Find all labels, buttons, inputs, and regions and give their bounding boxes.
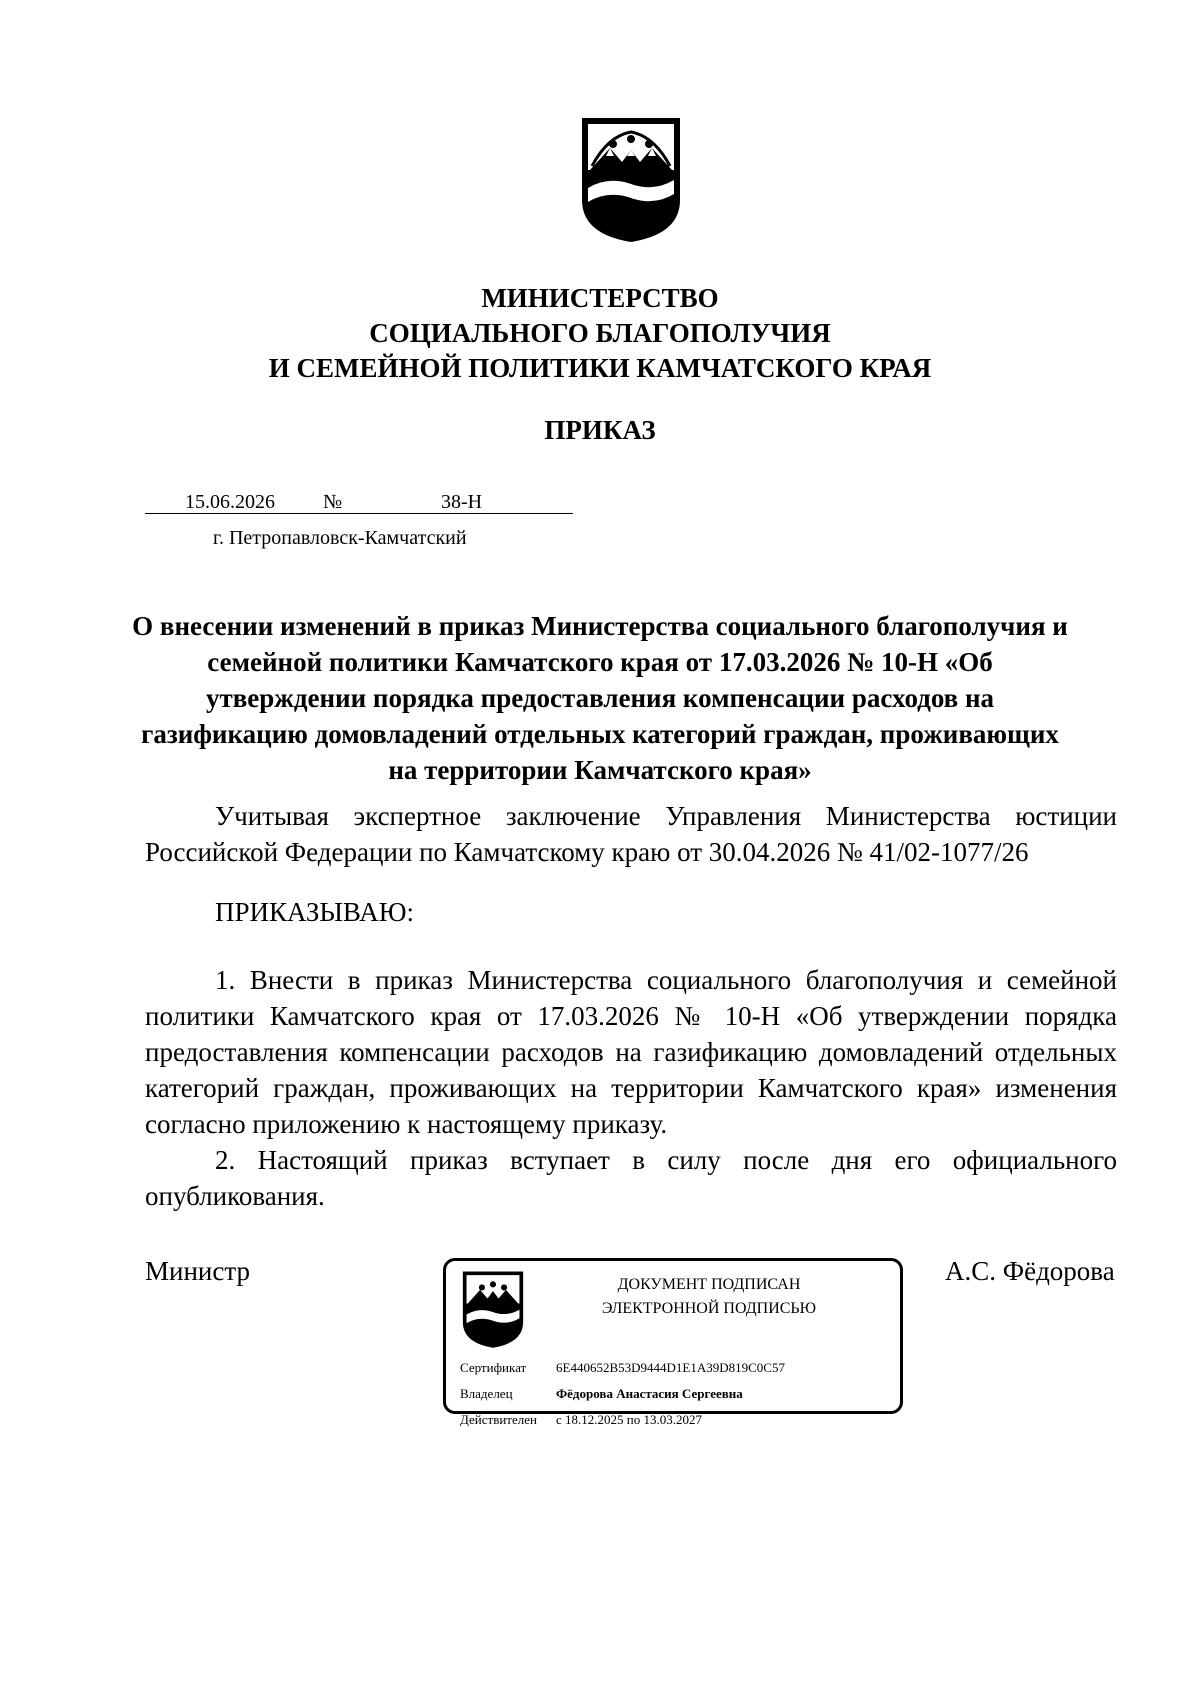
certificate-row: [460, 1355, 785, 1381]
point-1: 1. Внести в приказ Министерства социального благополучия и семейной политики Камчатского края от 17.03.2026 № 10-Н «Об утверждении порядка предоставления компенсации расходов на газификацию домовладений отдельных категорий граждан, проживающих на территории Камчатского края» изменения согласно приложению к настоящему приказу.: [145, 965, 1117, 1139]
order-date: 15.06.2026: [185, 491, 275, 513]
kamchatka-coat-of-arms-icon: [578, 114, 684, 244]
validity-label: Действителен: [460, 1412, 537, 1427]
stamp-line-1: ДОКУМЕНТ ПОДПИСАН: [617, 1276, 801, 1293]
signer-name: А.С. Фёдорова: [945, 1256, 1115, 1286]
order-points: [145, 962, 1117, 1214]
certificate-value: 6E440652B53D9444D1E1A39D819C0C57: [556, 1360, 785, 1375]
validity-row: [460, 1407, 785, 1433]
ministry-line-1: МИНИСТЕРСТВО: [481, 283, 719, 313]
stamp-line-2: ЭЛЕКТРОННОЙ ПОДПИСЬЮ: [601, 1300, 817, 1317]
ministry-name: [0, 281, 1200, 386]
stamp-heading: [446, 1273, 906, 1321]
certificate-label: Сертификат: [460, 1360, 527, 1375]
validity-value: с 18.12.2025 по 13.03.2027: [556, 1412, 702, 1427]
owner-value: Фёдорова Анастасия Сергеевна: [556, 1386, 743, 1401]
decree-word: ПРИКАЗЫВАЮ:: [215, 897, 414, 927]
preamble-text: Учитывая экспертное заключение Управления Министерства юстиции Российской Федерации по Камчатскому краю от 30.04.2026 № 41/02-1077/26: [145, 801, 1117, 867]
electronic-signature-stamp: [443, 1258, 903, 1427]
owner-row: [460, 1381, 785, 1407]
order-number: 38-Н: [441, 491, 483, 513]
order-date-number-line: [145, 491, 573, 517]
ministry-line-2: СОЦИАЛЬНОГО БЛАГОПОЛУЧИЯ: [369, 318, 831, 348]
preamble: [145, 798, 1117, 870]
ministry-line-3: И СЕМЕЙНОЙ ПОЛИТИКИ КАМЧАТСКОГО КРАЯ: [268, 353, 932, 383]
order-subject: О внесении изменений в приказ Министерства социального благополучия и семейной политики Камчатского края от 17.03.2026 № 10-Н «Об утверждении порядка предоставления компенсации расходов на газификацию домовладений отдельных категорий граждан, проживающих на территории Камчатского края»: [132, 611, 1068, 785]
number-sign: №: [323, 491, 343, 513]
order-title: ПРИКАЗ: [544, 415, 656, 445]
city: г. Петропавловск-Камчатский: [213, 527, 467, 549]
point-2: 2. Настоящий приказ вступает в силу после дня его официального опубликования.: [145, 1145, 1117, 1211]
signer-position: Министр: [145, 1256, 250, 1286]
stamp-details: [460, 1355, 785, 1433]
owner-label: Владелец: [460, 1386, 513, 1401]
